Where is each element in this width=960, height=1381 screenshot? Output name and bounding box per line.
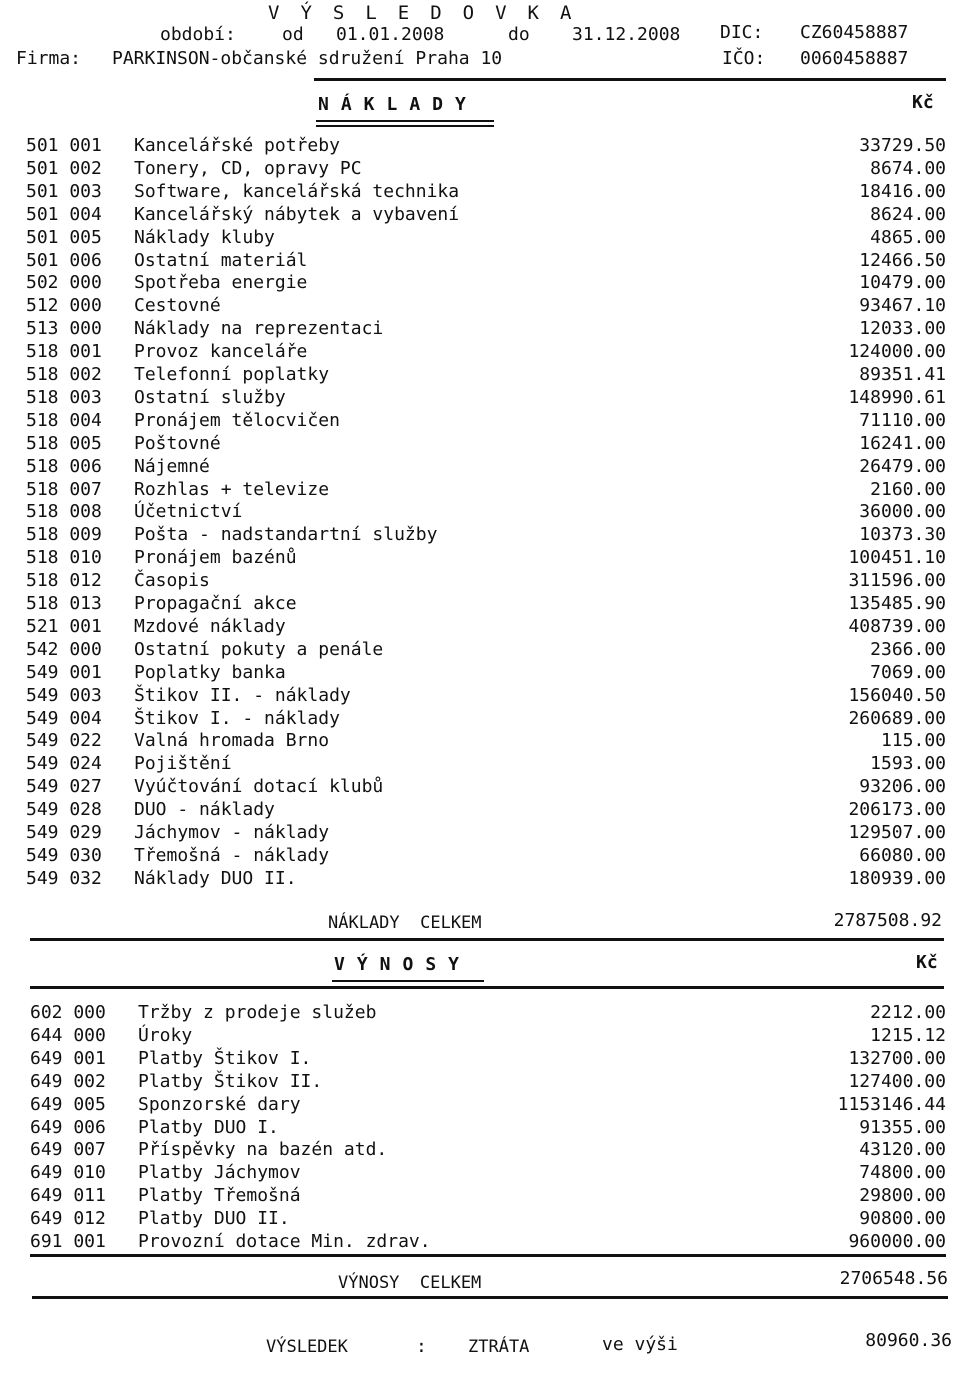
amount: 91355.00 [859,1116,946,1138]
account-number: 549 027 [26,776,102,798]
account-name: Spotřeba energie [134,272,308,294]
account-name: Kancelářské potřeby [134,135,340,156]
account-number: 649 012 [30,1208,106,1230]
amount: 74800.00 [859,1162,946,1184]
account-name: Účetnictví [134,501,243,523]
account-name: Poštovné [134,432,221,454]
account-name: Platby DUO I. [138,1116,279,1138]
account-number: 549 030 [26,844,102,866]
account-number: 512 000 [26,295,102,317]
naklady-total-label: NÁKLADY CELKEM [328,913,482,933]
account-name: Jáchymov - náklady [134,822,330,843]
amount: 100451.10 [848,547,946,569]
list-item [26,410,946,432]
account-name: Časopis [134,570,210,592]
result-type: ZTRÁTA [468,1337,530,1357]
account-name: Pronájem tělocvičen [134,409,340,431]
amount: 10479.00 [859,272,946,294]
amount: 206173.00 [848,799,946,821]
account-name: Ostatní pokuty a penále [134,638,384,660]
amount: 36000.00 [859,501,946,523]
amount: 7069.00 [870,661,946,683]
dic-label: DIC: [720,22,764,43]
account-name: Kancelářský nábytek a vybavení [134,203,460,225]
amount: 408739.00 [848,615,946,637]
amount: 135485.90 [848,593,946,614]
result-label: VÝSLEDEK [266,1337,348,1357]
from-date: 01.01.2008 [336,24,445,45]
account-number: 549 003 [26,684,102,706]
account-name: Náklady kluby [134,226,275,248]
account-name: Tržby z prodeje služeb [138,1002,377,1023]
vynosy-bottom-rule [30,1254,946,1257]
amount: 148990.61 [848,386,946,408]
list-item [26,616,946,638]
account-number: 518 003 [26,386,102,408]
result-colon: : [416,1336,427,1357]
vynosy-total-label: VÝNOSY CELKEM [338,1273,482,1293]
account-number: 549 028 [26,799,102,821]
list-item [26,295,946,317]
vynosy-title: VÝNOSY [334,954,472,975]
list-item [26,708,946,730]
dic-value: CZ60458887 [800,22,909,43]
amount: 180939.00 [848,867,946,889]
naklady-title-underline [316,120,494,122]
to-date: 31.12.2008 [572,24,681,45]
account-name: Třemošná - náklady [134,844,330,866]
account-number: 502 000 [26,272,102,294]
account-name: Provoz kanceláře [134,341,308,363]
account-number: 691 001 [30,1231,106,1252]
account-name: Propagační akce [134,593,297,614]
account-number: 518 002 [26,364,102,385]
list-item [26,227,946,249]
firm-name: PARKINSON-občanské sdružení Praha 10 [112,48,503,69]
vynosy-total-rule [32,1296,948,1299]
amount: 4865.00 [870,226,946,248]
account-name: Software, kancelářská technika [134,180,460,202]
account-number: 518 007 [26,478,102,500]
list-item [26,730,946,752]
list-item [26,593,946,615]
vynosy-currency: Kč [916,952,938,973]
list-item [30,1117,946,1139]
list-item [26,822,946,844]
account-number: 501 001 [26,135,102,156]
ico-label: IČO: [722,48,766,69]
list-item [26,547,946,569]
account-name: DUO - náklady [134,799,275,821]
vynosy-total-amount: 2706548.56 [839,1268,948,1289]
account-number: 649 005 [30,1093,106,1115]
amount: 124000.00 [848,341,946,363]
vynosy-title-underline [332,980,484,982]
amount: 260689.00 [848,707,946,729]
amount: 129507.00 [848,822,946,843]
list-item [30,1071,946,1093]
amount: 960000.00 [848,1231,946,1252]
account-number: 518 008 [26,501,102,523]
naklady-total-amount: 2787508.92 [833,910,942,931]
list-item [26,318,946,340]
account-name: Telefonní poplatky [134,364,330,385]
list-item [30,1208,946,1230]
header-rule [314,78,946,81]
amount: 43120.00 [859,1139,946,1161]
account-number: 549 004 [26,707,102,729]
list-item [30,1231,946,1253]
account-number: 501 003 [26,180,102,202]
account-name: Mzdové náklady [134,615,286,637]
from-label: od [282,24,304,45]
list-item [26,479,946,501]
amount: 93206.00 [859,776,946,798]
list-item [26,845,946,867]
account-name: Štikov I. - náklady [134,707,340,729]
account-name: Úroky [138,1024,193,1046]
account-name: Příspěvky na bazén atd. [138,1139,388,1161]
amount: 26479.00 [859,455,946,477]
account-number: 501 005 [26,226,102,248]
account-number: 501 006 [26,249,102,271]
amount: 90800.00 [859,1208,946,1230]
account-number: 518 010 [26,547,102,569]
account-number: 549 001 [26,661,102,683]
list-item [26,685,946,707]
list-item [30,1025,946,1047]
account-number: 518 004 [26,409,102,431]
list-item [26,662,946,684]
account-number: 649 010 [30,1162,106,1184]
account-number: 602 000 [30,1002,106,1023]
account-name: Náklady DUO II. [134,867,297,889]
account-name: Sponzorské dary [138,1093,301,1115]
list-item [26,181,946,203]
amount: 29800.00 [859,1185,946,1207]
account-name: Pojištění [134,753,232,775]
amount: 93467.10 [859,295,946,317]
amount: 18416.00 [859,180,946,202]
amount: 1215.12 [870,1024,946,1046]
vynosy-rule [30,986,944,989]
account-name: Provozní dotace Min. zdrav. [138,1231,431,1252]
account-number: 649 002 [30,1070,106,1092]
to-label: do [508,24,530,45]
ico-value: 0060458887 [800,48,909,69]
account-number: 518 005 [26,432,102,454]
account-number: 513 000 [26,318,102,340]
amount: 8624.00 [870,203,946,225]
naklady-currency: Kč [912,92,934,113]
account-number: 649 011 [30,1185,106,1207]
amount: 16241.00 [859,432,946,454]
account-number: 549 032 [26,867,102,889]
account-number: 521 001 [26,615,102,637]
account-name: Pronájem bazénů [134,547,297,569]
list-item [26,250,946,272]
list-item [30,1094,946,1116]
list-item [26,639,946,661]
amount: 2160.00 [870,478,946,500]
account-number: 518 006 [26,455,102,477]
list-item [30,1162,946,1184]
account-number: 649 007 [30,1139,106,1161]
amount: 8674.00 [870,157,946,179]
naklady-total-rule [30,938,944,941]
account-number: 501 002 [26,157,102,179]
result-amount-label: ve výši [602,1334,678,1355]
amount: 12033.00 [859,318,946,340]
account-name: Platby Štikov I. [138,1047,312,1069]
list-item [26,753,946,775]
amount: 71110.00 [859,409,946,431]
account-name: Valná hromada Brno [134,730,330,752]
firm-label: Firma: [16,48,82,69]
account-number: 518 001 [26,341,102,363]
list-item [26,272,946,294]
list-item [26,799,946,821]
naklady-title-underline-2 [316,125,494,127]
account-number: 549 022 [26,730,102,752]
account-name: Poplatky banka [134,661,286,683]
list-item [30,1002,946,1024]
list-item [26,158,946,180]
account-name: Platby DUO II. [138,1208,290,1230]
account-name: Tonery, CD, opravy PC [134,157,362,179]
amount: 89351.41 [859,364,946,385]
list-item [26,433,946,455]
account-name: Nájemné [134,455,210,477]
list-item [26,501,946,523]
amount: 2212.00 [870,1002,946,1023]
amount: 132700.00 [848,1047,946,1069]
list-item [26,570,946,592]
amount: 2366.00 [870,638,946,660]
amount: 127400.00 [848,1070,946,1092]
account-number: 549 024 [26,753,102,775]
list-item [26,364,946,386]
account-name: Ostatní materiál [134,249,308,271]
account-name: Náklady na reprezentaci [134,318,384,340]
list-item [30,1139,946,1161]
account-number: 649 006 [30,1116,106,1138]
list-item [30,1048,946,1070]
list-item [26,868,946,890]
account-number: 518 009 [26,524,102,546]
list-item [30,1185,946,1207]
amount: 10373.30 [859,524,946,546]
account-number: 644 000 [30,1024,106,1046]
account-number: 649 001 [30,1047,106,1069]
amount: 33729.50 [859,135,946,156]
amount: 66080.00 [859,844,946,866]
amount: 115.00 [880,730,946,752]
amount: 1153146.44 [837,1093,946,1115]
account-name: Štikov II. - náklady [134,684,351,706]
account-name: Rozhlas + televize [134,478,330,500]
amount: 12466.50 [859,249,946,271]
naklady-title: NÁKLADY [318,94,478,115]
account-name: Pošta - nadstandartní služby [134,524,438,546]
list-item [26,524,946,546]
account-number: 549 029 [26,822,102,843]
account-number: 501 004 [26,203,102,225]
period-label: období: [160,24,236,45]
amount: 1593.00 [870,753,946,775]
amount: 156040.50 [848,684,946,706]
list-item [26,341,946,363]
result-amount: 80960.36 [865,1330,952,1351]
account-number: 518 013 [26,593,102,614]
list-item [26,776,946,798]
amount: 311596.00 [848,570,946,592]
list-item [26,135,946,157]
account-number: 542 000 [26,638,102,660]
account-name: Ostatní služby [134,386,286,408]
list-item [26,204,946,226]
account-number: 518 012 [26,570,102,592]
account-name: Platby Štikov II. [138,1070,323,1092]
account-name: Platby Jáchymov [138,1162,301,1184]
account-name: Vyúčtování dotací klubů [134,776,384,798]
list-item [26,456,946,478]
report-title: VÝSLEDOVKA [268,2,593,24]
list-item [26,387,946,409]
account-name: Cestovné [134,295,221,317]
account-name: Platby Třemošná [138,1185,301,1207]
